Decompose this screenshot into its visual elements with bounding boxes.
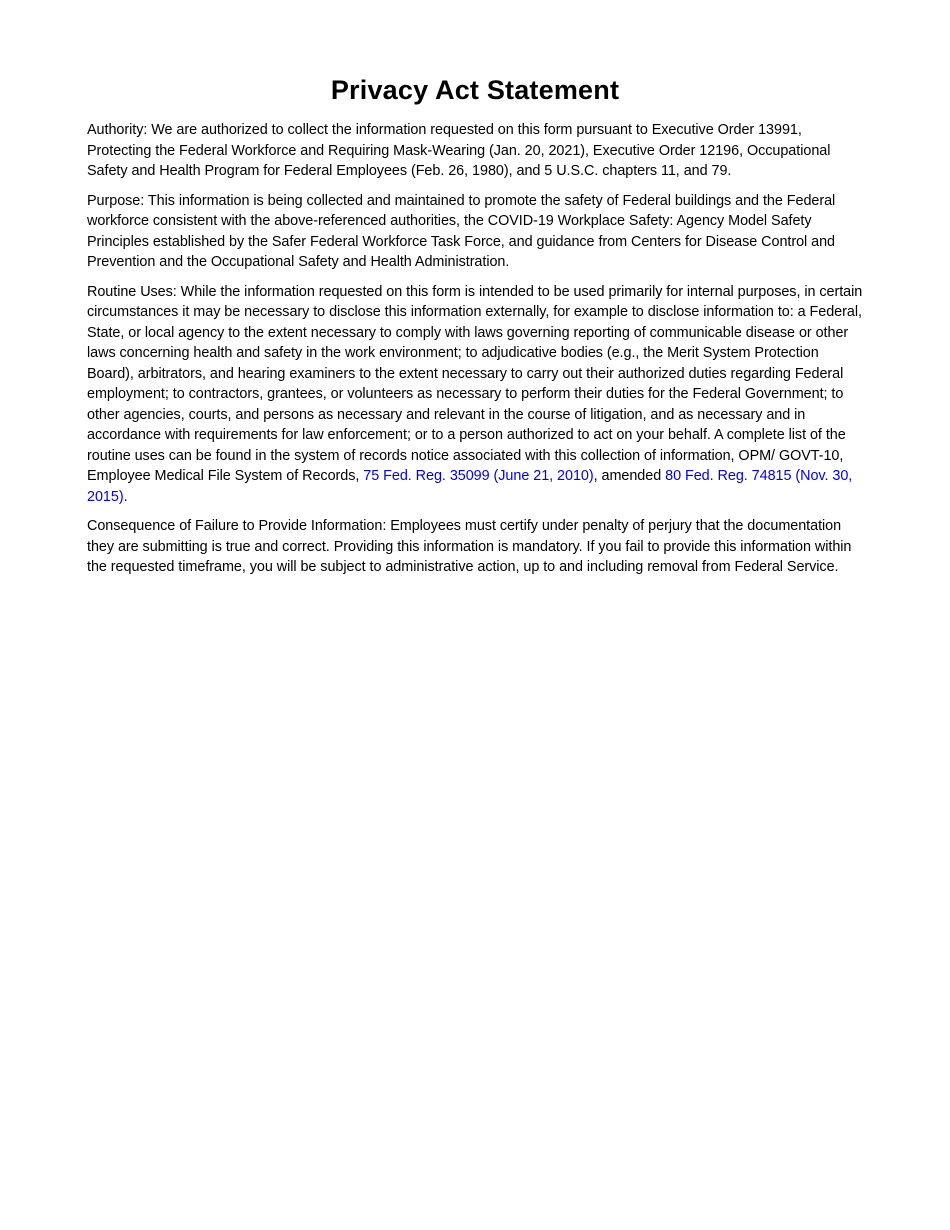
- purpose-paragraph: Purpose: This information is being collected and maintained to promote the safety of Federal buildings and the Federal workforce consistent with the above-referenced authorities, the COVID-19 Workplace Safety: Agency Model Safety Principles established by the Safer Federal Workforce Task Force, and guidance from Centers for Disease Control and Prevention and the Occupational Safety and Health Administration.: [87, 192, 836, 270]
- routine-uses-end-text: .: [123, 488, 128, 505]
- page-title: Privacy Act Statement: [330, 75, 620, 105]
- consequence-paragraph: Consequence of Failure to Provide Information: Employees must certify under penalty of perjury that the documentation they are submitting is true and correct. Providing this information is mandatory. If you fail to provide this information within the requested timeframe, you will be subject to administrative action, up to and including removal from Federal Service.: [87, 518, 852, 575]
- fed-reg-74815-link[interactable]: 80 Fed. Reg. 74815 (Nov. 30, 2015): [87, 468, 853, 505]
- routine-uses-paragraph: [87, 282, 867, 508]
- document-body: [87, 120, 867, 587]
- fed-reg-35099-link[interactable]: 75 Fed. Reg. 35099 (June 21, 2010): [363, 468, 594, 484]
- authority-paragraph: Authority: We are authorized to collect the information requested on this form pursuant to Executive Order 13991, Protecting the Federal Workforce and Requiring Mask-Wearing (Jan. 20, 2021), Executive Order 12196, Occupational Safety and Health Program for Federal Employees (Feb. 26, 1980), and 5 U.S.C. chapters 11, and 79.: [87, 122, 831, 179]
- routine-uses-text: Routine Uses: While the information requested on this form is intended to be used primarily for internal purposes, in certain circumstances it may be necessary to disclose this information externally, for example to disclose information to: a Federal, State, or local agency to the extent necessary to comply with laws governing reporting of communicable disease or other laws concerning health and safety in the work environment; to adjudicative bodies (e.g., the Merit System Protection Board), arbitrators, and hearing examiners to the extent necessary to carry out their authorized duties regarding Federal employment; to contractors, grantees, or volunteers as necessary to perform their duties for the Federal Government; to other agencies, courts, and persons as necessary and relevant in the course of litigation, and as necessary and in accordance with requirements for law enforcement; or to a person authorized to act on your behalf. A complete list of the routine uses can be found in the system of records notice associated with this collection of information, OPM/ GOVT-10, Employee Medical File System of Records,: [87, 283, 863, 484]
- routine-uses-middle-text: , amended: [593, 468, 666, 484]
